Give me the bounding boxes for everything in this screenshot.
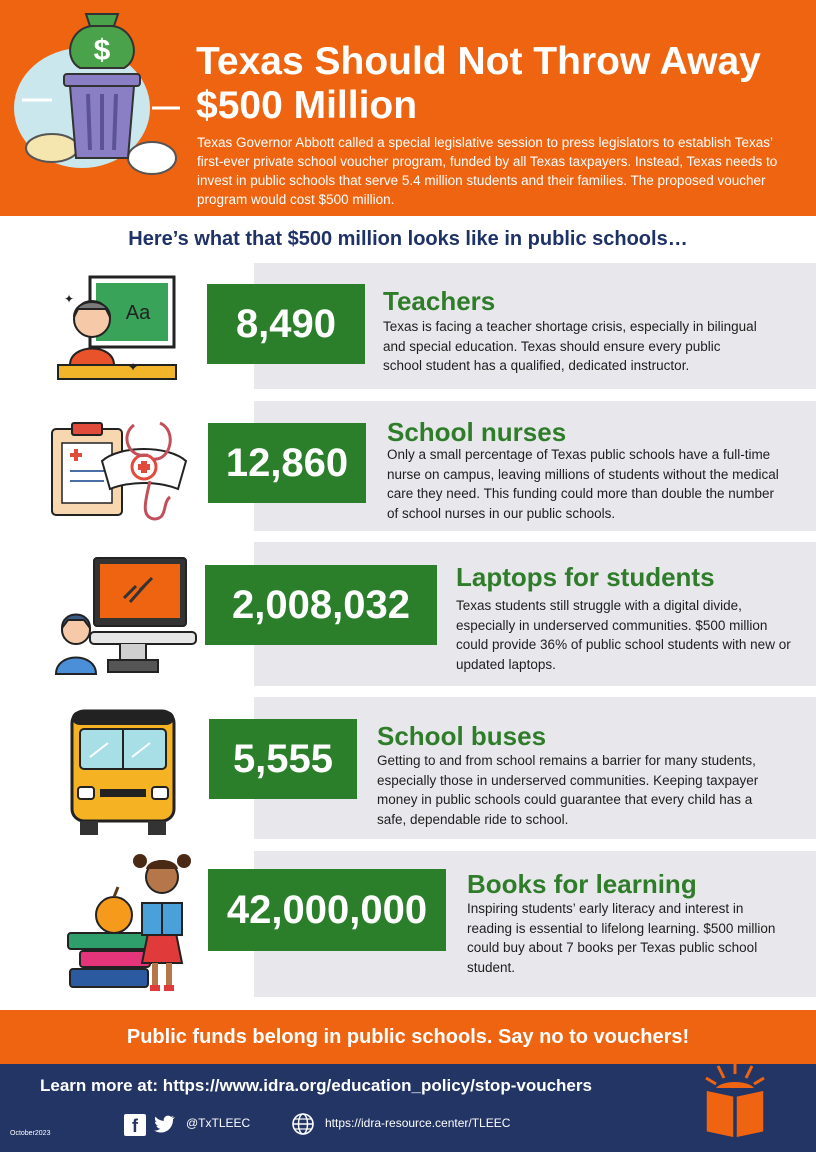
- intro-paragraph: Texas Governor Abbott called a special legislative session to press legislators to establish Texas’ first-ever private school voucher program, funded by all Texas taxpayers. Instead, Texas needs to invest in public schools that serve 5.4 million students and their families. The proposed voucher program would cost $500 million.: [197, 135, 778, 207]
- teacher-icon: [56, 273, 180, 381]
- header-banner: [0, 0, 816, 216]
- globe-icon: [291, 1112, 315, 1136]
- item-text-laptops: Texas students still struggle with a digital divide, especially in underserved communities. $500 million could provide 36% of public school students with new or updated laptops.: [456, 598, 791, 672]
- board-text: Aa: [125, 302, 151, 324]
- stat-teachers: 8,490: [207, 284, 365, 364]
- footer: [0, 1064, 816, 1152]
- item-title-books: Books for learning: [467, 869, 697, 899]
- stat-school-nurses: 12,860: [208, 423, 366, 503]
- call-to-action-banner: Public funds belong in public schools. Say no to vouchers!: [0, 1010, 816, 1064]
- item-text-school-nurses: Only a small percentage of Texas public schools have a full-time nurse on campus, leaving millions of students without the medical care they need. This funding could more than double the number of school nurses in our public schools.: [387, 447, 779, 521]
- item-row-books: [0, 851, 816, 997]
- item-row-school-buses: [0, 697, 816, 839]
- svg-text:✦: ✦: [64, 292, 75, 306]
- nurse-icon: [50, 419, 190, 523]
- svg-text:$: $: [93, 34, 111, 67]
- website-link[interactable]: https://idra-resource.center/TLEEC: [325, 1116, 511, 1130]
- item-title-school-buses: School buses: [377, 721, 547, 751]
- page-title: Texas Should Not Throw Away $500 Million: [196, 40, 761, 127]
- item-row-school-nurses: [0, 401, 816, 531]
- item-title-teachers: Teachers: [383, 286, 496, 316]
- social-handle[interactable]: @TxTLEEC: [186, 1116, 251, 1130]
- stat-laptops: 2,008,032: [205, 565, 437, 645]
- section-subheading: Here’s what that $500 million looks like in public schools…: [128, 228, 688, 250]
- item-text-teachers: Texas is facing a teacher shortage crisis, especially in bilingual and special education. Texas should ensure every public school student has a qualified, dedicated instructor.: [383, 319, 757, 373]
- learn-more-link[interactable]: Learn more at: https://www.idra.org/education_policy/stop-vouchers: [40, 1076, 592, 1095]
- facebook-icon[interactable]: f: [124, 1114, 146, 1136]
- twitter-icon[interactable]: [152, 1112, 176, 1136]
- publication-date: October2023: [10, 1130, 51, 1137]
- stat-books: 42,000,000: [208, 869, 446, 951]
- student-computer-icon: [54, 556, 200, 676]
- stat-school-buses: 5,555: [209, 719, 357, 799]
- item-row-teachers: [0, 263, 816, 389]
- item-text-books: Inspiring students’ early literacy and interest in reading is essential to lifelong learning. $500 million could buy about 7 books per Texas public school student.: [467, 901, 776, 975]
- girl-reading-books-icon: [66, 851, 196, 993]
- item-text-school-buses: Getting to and from school remains a barrier for many students, especially those in underserved communities. Keeping taxpayer money in public schools could guarantee that every child has a safe, dependable ride to school.: [377, 753, 759, 827]
- item-row-laptops: [0, 542, 816, 686]
- school-bus-icon: [68, 709, 178, 837]
- money-bag-trash-can-icon: [12, 8, 192, 188]
- item-title-school-nurses: School nurses: [387, 417, 567, 447]
- item-title-laptops: Laptops for students: [456, 562, 715, 592]
- svg-text:✦: ✦: [128, 360, 139, 374]
- open-book-sunrise-logo-icon: [702, 1058, 768, 1142]
